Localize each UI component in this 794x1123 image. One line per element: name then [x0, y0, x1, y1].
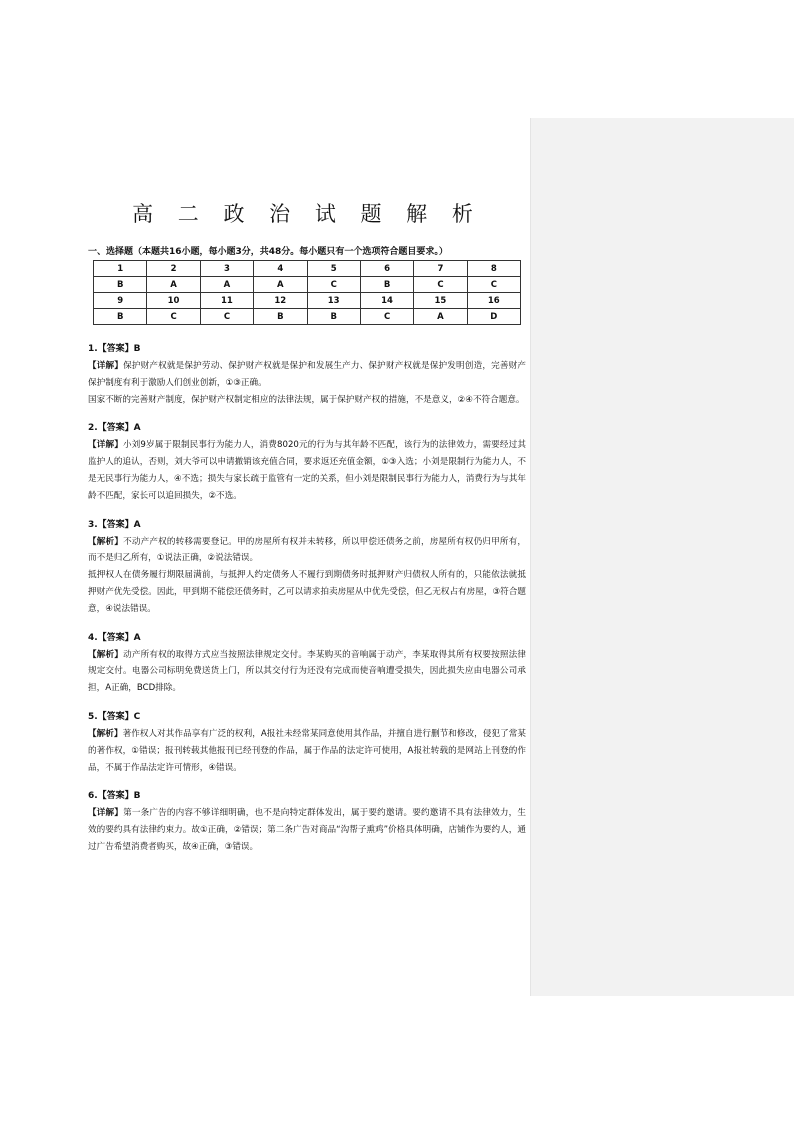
- question-block: [88, 630, 526, 697]
- table-cell: D: [467, 309, 520, 325]
- page-title: 高 二 政 治 试 题 解 析: [132, 202, 482, 226]
- table-cell: 11: [200, 293, 253, 309]
- explanation-text: 保护财产权就是保护劳动、保护财产权就是保护和发展生产力、保护财产权就是保护发明创造，完善财产保护制度有利于激励人们创业创新，①③正确。: [88, 361, 526, 388]
- explanation-paragraph: [88, 437, 526, 504]
- table-cell: C: [307, 277, 360, 293]
- explanation-text: 动产所有权的取得方式应当按照法律规定交付。李某购买的音响属于动产，李某取得其所有权要按照法律规定交付。电器公司标明免费送货上门，所以其交付行为还没有完成而使音响遭受损失，因此损失应由电器公司承担，A正确，BCD排除。: [88, 649, 526, 694]
- question-answer-heading: 2.【答案】A: [88, 423, 141, 434]
- section-heading: 一、选择题（本题共16小题，每小题3分，共48分。每小题只有一个选项符合题目要求。）: [88, 247, 448, 257]
- table-cell: 13: [307, 293, 360, 309]
- question-answer-heading: 3.【答案】A: [88, 519, 141, 530]
- question-answer-heading: 1.【答案】B: [88, 344, 141, 354]
- explanation-paragraph: [88, 805, 526, 855]
- question-block: [88, 788, 526, 855]
- table-cell: A: [147, 277, 200, 293]
- table-cell: A: [414, 309, 467, 325]
- explanation-text: 小刘9岁属于限制民事行为能力人，消费8020元的行为与其年龄不匹配，该行为的法律效力，需要经过其监护人的追认，否则，刘大爷可以申请撤销该充值合同，要求返还充值金额，①③入选；小刘是限制行为能力人，不是无民事行为能力人，④不选；损失与家长疏于监管有一定的关系，但小刘是限制民事行为能力人，消费行为与其年龄不匹配，家长可以追回损失，②不选。: [88, 440, 526, 501]
- table-cell: 4: [254, 261, 307, 277]
- table-cell: 3: [200, 261, 253, 277]
- explanation-paragraph: [88, 726, 526, 776]
- question-list: [88, 341, 526, 856]
- explanation-label: 【详解】: [88, 808, 124, 819]
- explanation-text: 著作权人对其作品享有广泛的权利，A报社未经常某同意使用其作品，并擅自进行删节和修改，侵犯了常某的著作权，①错误；报刊转载其他报刊已经刊登的作品，属于作品的法定许可使用，A报社转载的是网站上刊登的作品，不属于作品法定许可情形，④错误。: [88, 728, 526, 773]
- question-block: [88, 517, 526, 618]
- table-cell: 5: [307, 261, 360, 277]
- table-cell: 8: [467, 261, 520, 277]
- explanation-label: 【详解】: [88, 440, 123, 451]
- document-page: [88, 198, 526, 868]
- question-block: [88, 709, 526, 776]
- explanation-paragraph: [88, 358, 526, 392]
- table-cell: B: [94, 309, 147, 325]
- table-cell: 10: [147, 293, 200, 309]
- explanation-label: 【解析】: [88, 649, 124, 660]
- question-block: [88, 420, 526, 504]
- explanation-text: 第一条广告的内容不够详细明确，也不是向特定群体发出，属于要约邀请。要约邀请不具有法律效力，生效的要约具有法律约束力。故①正确，②错误；第二条广告对商品“沟帮子熏鸡”价格具体明确，店铺作为要约人，通过广告希望消费者购买，故④正确，③错误。: [88, 808, 526, 852]
- table-cell: 14: [360, 293, 413, 309]
- table-cell: 1: [94, 261, 147, 277]
- table-cell: 12: [254, 293, 307, 309]
- table-cell: 2: [147, 261, 200, 277]
- table-cell: C: [147, 309, 200, 325]
- explanation-text: 国家不断的完善财产制度，保护财产权制定相应的法律法规，属于保护财产权的措施，不是意义，②④不符合题意。: [88, 394, 525, 405]
- table-cell: A: [200, 277, 253, 293]
- explanation-paragraph: [88, 534, 526, 568]
- answer-table: [93, 260, 521, 325]
- table-cell: 6: [360, 261, 413, 277]
- table-cell: 16: [467, 293, 520, 309]
- table-cell: 9: [94, 293, 147, 309]
- table-row: [94, 261, 521, 277]
- table-cell: C: [414, 277, 467, 293]
- table-row: [94, 309, 521, 325]
- table-cell: C: [200, 309, 253, 325]
- comment-pane: [530, 118, 794, 996]
- table-cell: 15: [414, 293, 467, 309]
- explanation-paragraph: [88, 647, 526, 697]
- table-cell: B: [360, 277, 413, 293]
- table-row: [94, 277, 521, 293]
- table-cell: C: [360, 309, 413, 325]
- explanation-label: 【解析】: [88, 728, 123, 739]
- table-cell: C: [467, 277, 520, 293]
- table-row: [94, 293, 521, 309]
- table-cell: B: [254, 309, 307, 325]
- question-block: [88, 341, 526, 408]
- explanation-label: 【详解】: [88, 361, 124, 371]
- question-answer-heading: 5.【答案】C: [88, 711, 141, 722]
- explanation-label: 【解析】: [88, 536, 124, 547]
- explanation-paragraph: [88, 567, 526, 617]
- question-answer-heading: 6.【答案】B: [88, 791, 141, 802]
- explanation-paragraph: [88, 392, 526, 409]
- table-cell: 7: [414, 261, 467, 277]
- question-answer-heading: 4.【答案】A: [88, 632, 141, 643]
- explanation-text: 不动产产权的转移需要登记。甲的房屋所有权并未转移，所以甲偿还债务之前，房屋所有权仍归甲所有，而不是归乙所有，①说法正确，②说法错误。: [88, 536, 526, 564]
- table-cell: A: [254, 277, 307, 293]
- table-cell: B: [94, 277, 147, 293]
- table-cell: B: [307, 309, 360, 325]
- explanation-text: 抵押权人在债务履行期限届满前，与抵押人约定债务人不履行到期债务时抵押财产归债权人所有的，只能依法就抵押财产优先受偿。因此，甲到期不能偿还债务时，乙可以请求拍卖房屋从中优先受偿，但乙无权占有房屋，③符合题意，④说法错误。: [88, 570, 526, 614]
